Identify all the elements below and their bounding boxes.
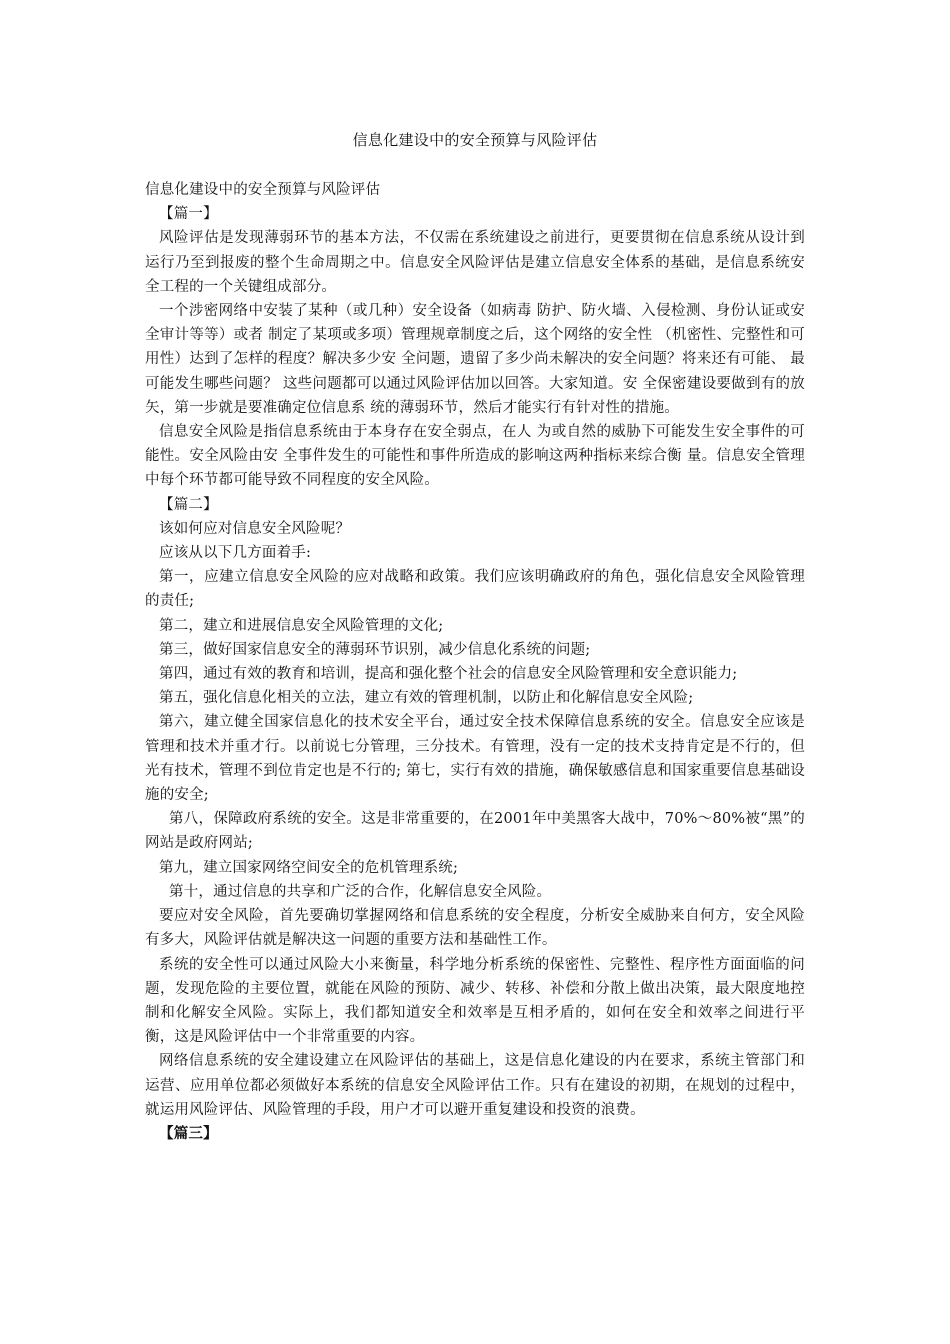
document-title: 信息化建设中的安全预算与风险评估 — [352, 131, 598, 149]
paragraph: 第二，建立和进展信息安全风险管理的文化; — [159, 617, 444, 634]
paragraph: 应该从以下几方面着手: — [159, 545, 312, 562]
paragraph: 一个涉密网络中安装了某种（或几种）安全设备（如病毒 防护、防火墙、入侵检测、身份认证或安全审计等等）或者 制定了某项或多项）管理规章制度之后，这个网络的安全性 （机密性、完整性和可用性）达到了怎样的程度？解决多少安 全问题，遗留了多少尚未解决的安全问题？将来还有可能、 最可能发生哪些问题？ 这些问题都可以通过风险评估加以回答。大家知道。安 全保密建设要做到有的放矢，第一步就是要准确定位信息系 统的薄弱环节，然后才能实行有针对性的措施。 — [145, 303, 805, 416]
section-label-part1: 【篇一】 — [159, 206, 218, 223]
paragraph: 第四，通过有效的教育和培训，提高和强化整个社会的信息安全风险管理和安全意识能力; — [159, 666, 738, 683]
paragraph: 第十，通过信息的共享和广泛的合作，化解信息安全风险。 — [169, 883, 552, 900]
paragraph: 网络信息系统的安全建设建立在风险评估的基础上，这是信息化建设的内在要求，系统主管部门和运营、应用单位都必须做好本系统的信息安全风险评估工作。只有在建设的初期，在规划的过程中，就运用风险评估、风险管理的手段，用户才可以避开重复建设和投资的浪费。 — [145, 1053, 805, 1118]
document-body — [145, 178, 805, 1146]
paragraph: 第一，应建立信息安全风险的应对战略和政策。我们应该明确政府的角色，强化信息安全风险管理的责任; — [145, 569, 805, 610]
section-label-part2: 【篇二】 — [159, 496, 218, 513]
paragraph: 第六，建立健全国家信息化的技术安全平台，通过安全技术保障信息系统的安全。信息安全应该是管理和技术并重才行。以前说七分管理，三分技术。有管理，没有一定的技术支持肯定是不行的，但光有技术，管理不到位肯定也是不行的; 第七，实行有效的措施，确保敏感信息和国家重要信息基础设施的安全; — [145, 714, 805, 804]
paragraph: 系统的安全性可以通过风险大小来衡量，科学地分析系统的保密性、完整性、程序性方面面临的问题，发现危险的主要位置，就能在风险的预防、减少、转移、补偿和分散上做出决策，最大限度地控制和化解安全风险。实际上，我们都知道安全和效率是互相矛盾的，如何在安全和效率之间进行平衡，这是风险评估中一个非常重要的内容。 — [145, 956, 805, 1046]
section-label-part3: 【篇三】 — [159, 1124, 218, 1142]
paragraph: 第八，保障政府系统的安全。这是非常重要的，在2001年中美黑客大战中，70%～80%被“黑”的网站是政府网站; — [145, 811, 805, 852]
paragraph: 信息安全风险是指信息系统由于本身存在安全弱点，在人 为或自然的威胁下可能发生安全事件的可能性。安全风险由安 全事件发生的可能性和事件所造成的影响这两种指标来综合衡 量。信息安全管理中每个环节都可能导致不同程度的安全风险。 — [145, 424, 805, 489]
paragraph: 要应对安全风险，首先要确切掌握网络和信息系统的安全程度，分析安全威胁来自何方，安全风险有多大，风险评估就是解决这一问题的重要方法和基础性工作。 — [145, 908, 805, 949]
document-subtitle: 信息化建设中的安全预算与风险评估 — [145, 182, 381, 198]
paragraph: 该如何应对信息安全风险呢？ — [159, 520, 351, 537]
paragraph: 风险评估是发现薄弱环节的基本方法，不仅需在系统建设之前进行，更要贯彻在信息系统从设计到运行乃至到报废的整个生命周期之中。信息安全风险评估是建立信息安全体系的基础，是信息系统安全工程的一个关键组成部分。 — [145, 230, 805, 295]
paragraph: 第九，建立国家网络空间安全的危机管理系统; — [159, 859, 459, 876]
paragraph: 第五，强化信息化相关的立法，建立有效的管理机制，以防止和化解信息安全风险; — [159, 690, 694, 707]
paragraph: 第三，做好国家信息安全的薄弱环节识别，减少信息化系统的问题; — [159, 641, 591, 658]
